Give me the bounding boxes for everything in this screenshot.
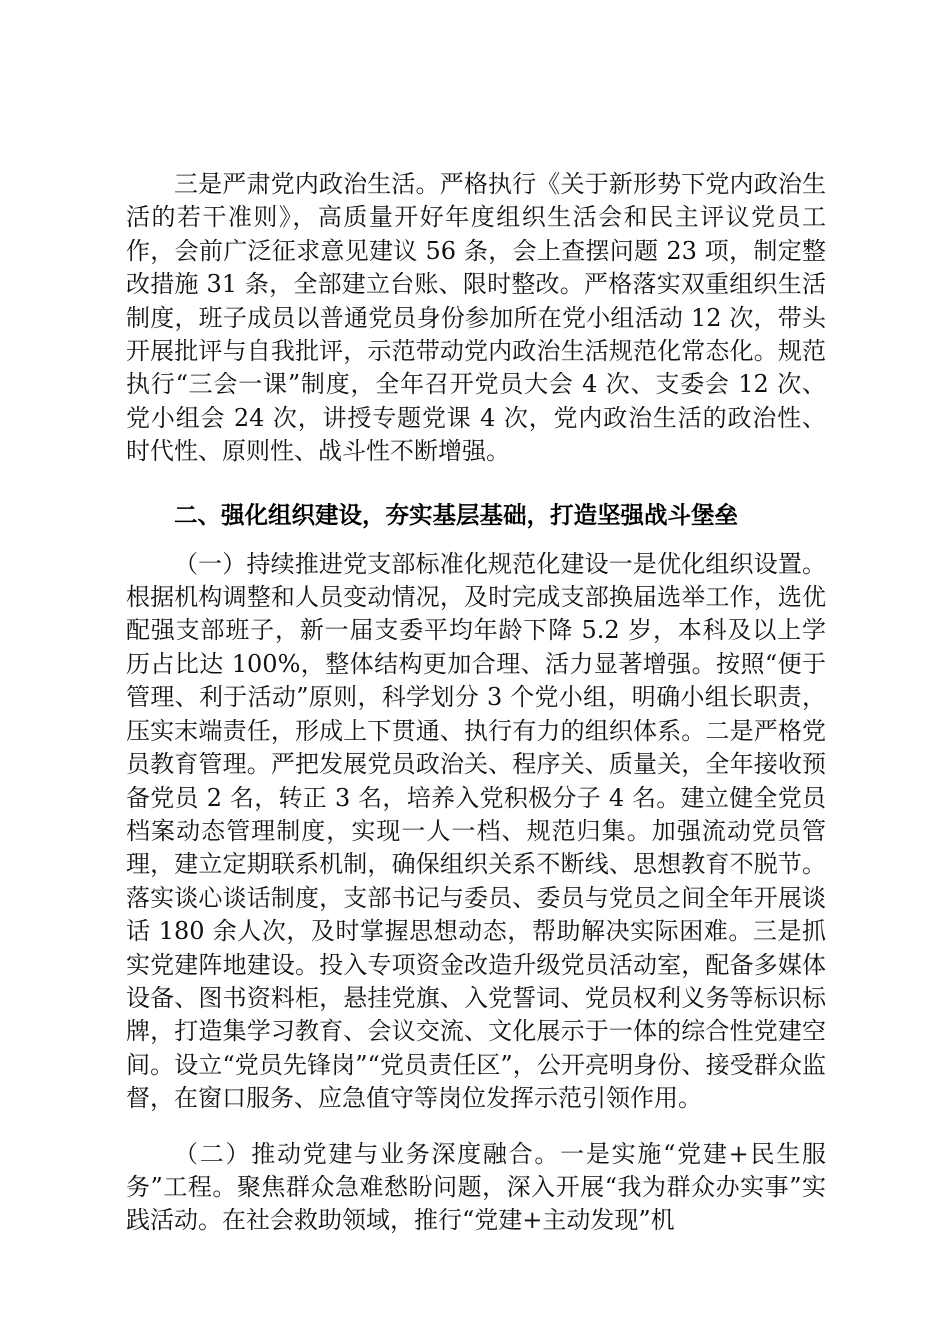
- paragraph-spacer: [126, 532, 826, 548]
- paragraph-spacer: [126, 469, 826, 499]
- document-body: [126, 168, 826, 1238]
- section-heading: 二、强化组织建设，夯实基层基础，打造坚强战斗堡垒: [174, 500, 738, 529]
- paragraph-spacer: [126, 1116, 826, 1138]
- body-paragraph: （二）推动党建与业务深度融合。一是实施“党建+民生服务”工程。聚焦群众急难愁盼问题，深入开展“我为群众办实事”实践活动。在社会救助领域，推行“党建+主动发现”机: [126, 1139, 826, 1235]
- body-paragraph: 三是严肃党内政治生活。严格执行《关于新形势下党内政治生活的若干准则》，高质量开好年度组织生活会和民主评议党员工作，会前广泛征求意见建议 56 条，会上查摆问题 23 项，制定整改措施 31 条，全部建立台账、限时整改。严格落实双重组织生活制度，班子成员以普通党员身份参加所在党小组活动 12 次，带头开展批评与自我批评，示范带动党内政治生活规范化常态化。规范执行“三会一课”制度，全年召开党员大会 4 次、支委会 12 次、党小组会 24 次，讲授专题党课 4 次，党内政治生活的政治性、时代性、原则性、战斗性不断增强。: [126, 170, 826, 466]
- body-paragraph: （一）持续推进党支部标准化规范化建设一是优化组织设置。根据机构调整和人员变动情况，及时完成支部换届选举工作，选优配强支部班子，新一届支委平均年龄下降 5.2 岁，本科及以上学历占比达 100%，整体结构更加合理、活力显著增强。按照“便于管理、利于活动”原则，科学划分 3 个党小组，明确小组长职责，压实末端责任，形成上下贯通、执行有力的组织体系。二是严格党员教育管理。严把发展党员政治关、程序关、质量关，全年接收预备党员 2 名，转正 3 名，培养入党积极分子 4 名。建立健全党员档案动态管理制度，实现一人一档、规范归集。加强流动党员管理，建立定期联系机制，确保组织关系不断线、思想教育不脱节。落实谈心谈话制度，支部书记与委员、委员与党员之间全年开展谈话 180 余人次，及时掌握思想动态，帮助解决实际困难。三是抓实党建阵地建设。投入专项资金改造升级党员活动室，配备多媒体设备、图书资料柜，悬挂党旗、入党誓词、党员权利义务等标识标牌，打造集学习教育、会议交流、文化展示于一体的综合性党建空间。设立“党员先锋岗”“党员责任区”，公开亮明身份、接受群众监督，在窗口服务、应急值守等岗位发挥示范引领作用。: [126, 549, 826, 1113]
